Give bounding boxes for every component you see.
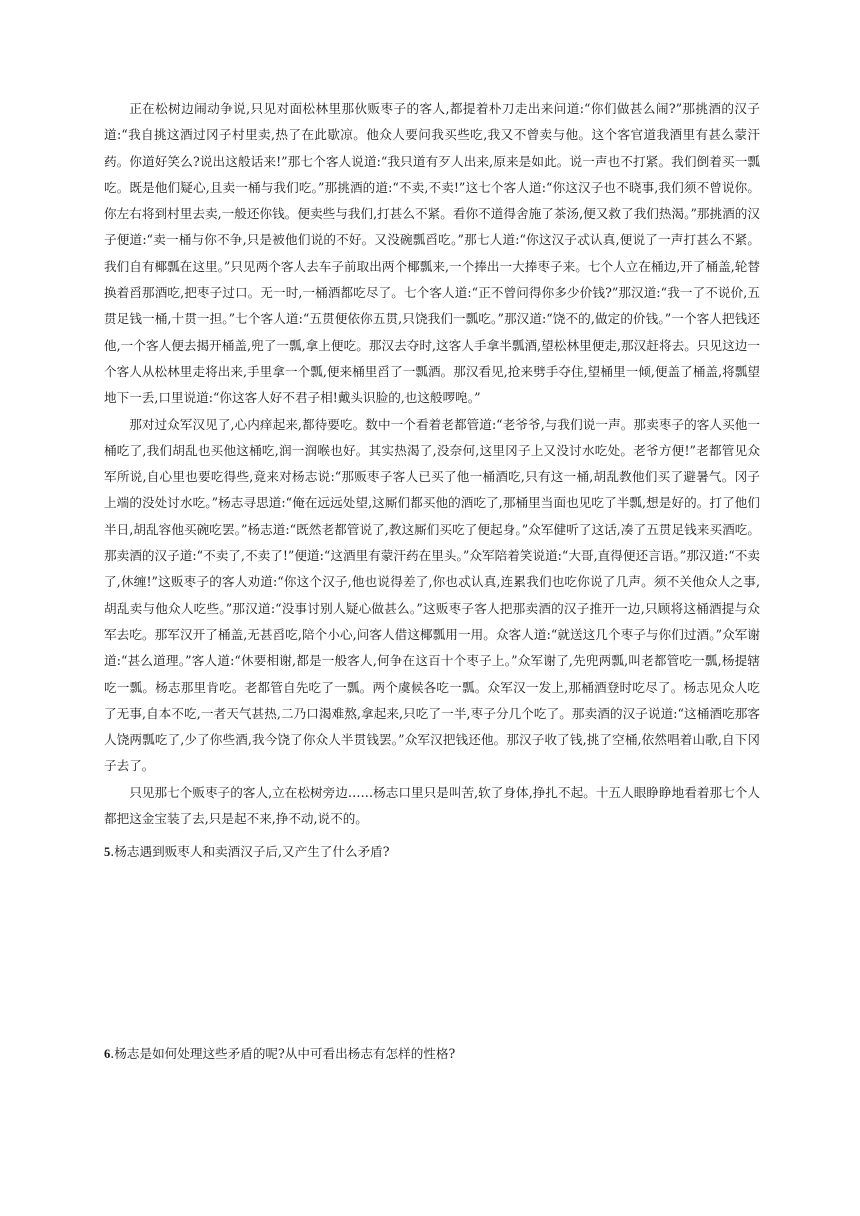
- passage-paragraph-3: 只见那七个贩枣子的客人,立在松树旁边……杨志口里只是叫苦,软了身体,挣扎不起。十五人眼睁睁地看着那七个人都把这金宝装了去,只是起不来,挣不动,说不的。: [104, 784, 760, 827]
- question-6-text: .杨志是如何处理这些矛盾的呢?从中可看出杨志有怎样的性格?: [110, 1046, 456, 1061]
- question-5-text: .杨志遇到贩枣人和卖酒汉子后,又产生了什么矛盾?: [110, 844, 390, 859]
- document-page: [104, 96, 760, 1061]
- passage: [104, 96, 760, 832]
- passage-paragraph-2: 那对过众军汉见了,心内痒起来,都待要吃。数中一个看着老都管道:“老爷爷,与我们说一声。那卖枣子的客人买他一桶吃了,我们胡乱也买他这桶吃,润一润喉也好。其实热渴了,没奈何,这里冈子上又没讨水吃处。老爷方便!”老都管见众军所说,自心里也要吃得些,竟来对杨志说:“那贩枣子客人已买了他一桶酒吃,只有这一桶,胡乱教他们买了避暑气。冈子上端的没处讨水吃。”杨志寻思道:“俺在远远处望,这厮们都买他的酒吃了,那桶里当面也见吃了半瓢,想是好的。打了他们半日,胡乱容他买碗吃罢。”杨志道:“既然老都管说了,教这厮们买吃了便起身。”众军健听了这话,凑了五贯足钱来买酒吃。那卖酒的汉子道:“不卖了,不卖了!”便道:“这酒里有蒙汗药在里头。”众军陪着笑说道:“大哥,直得便还言语。”那汉道:“不卖了,休缠!”这贩枣子的客人劝道:“你这个汉子,他也说得差了,你也忒认真,连累我们也吃你说了几声。须不关他众人之事,胡乱卖与他众人吃些。”那汉道:“没事讨别人疑心做甚么。”这贩枣子客人把那卖酒的汉子推开一边,只顾将这桶酒提与众军去吃。那军汉开了桶盖,无甚舀吃,陪个小心,问客人借这椰瓢用一用。众客人道:“就送这几个枣子与你们过酒。”众军谢道:“甚么道理。”客人道:“休要相谢,都是一般客人,何争在这百十个枣子上。”众军谢了,先兜两瓢,叫老都管吃一瓢,杨提辖吃一瓢。杨志那里肯吃。老都管自先吃了一瓢。两个虞候各吃一瓢。众军汉一发上,那桶酒登时吃尽了。杨志见众人吃了无事,自本不吃,一者天气甚热,二乃口渴难熬,拿起来,只吃了一半,枣子分几个吃了。那卖酒的汉子说道:“这桶酒吃那客人饶两瓢吃了,少了你些酒,我今饶了你众人半贯钱罢。”众军汉把钱还他。那汉子收了钱,挑了空桶,依然唱着山歌,自下冈子去了。: [104, 416, 760, 774]
- question-5: [104, 840, 390, 864]
- question-6-number: 6: [104, 1047, 111, 1061]
- question-5-number: 5: [104, 845, 111, 859]
- passage-paragraph-1: 正在松树边闹动争说,只见对面松林里那伙贩枣子的客人,都提着朴刀走出来问道:“你们做甚么闹?”那挑酒的汉子道:“我自挑这酒过冈子村里卖,热了在此歇凉。他众人要问我买些吃,我又不曾卖与他。这个客官道我酒里有甚么蒙汗药。你道好笑么?说出这般话来!”那七个客人说道:“我只道有歹人出来,原来是如此。说一声也不打紧。我们倒着买一瓢吃。既是他们疑心,且卖一桶与我们吃。”那挑酒的道:“不卖,不卖!”这七个客人道:“你这汉子也不晓事,我们须不曾说你。你左右将到村里去卖,一般还你钱。便卖些与我们,打甚么不紧。看你不道得舍施了茶汤,便又救了我们热渴。”那挑酒的汉子便道:“卖一桶与你不争,只是被他们说的不好。又没碗瓢舀吃。”那七人道:“你这汉子忒认真,便说了一声打甚么不紧。我们自有椰瓢在这里。”只见两个客人去车子前取出两个椰瓢来,一个捧出一大捧枣子来。七个人立在桶边,开了桶盖,轮替换着舀那酒吃,把枣子过口。无一时,一桶酒都吃尽了。七个客人道:“正不曾问得你多少价钱?”那汉道:“我一了不说价,五贯足钱一桶,十贯一担。”七个客人道:“五贯便依你五贯,只饶我们一瓢吃。”那汉道:“饶不的,做定的价钱。”一个客人把钱还他,一个客人便去揭开桶盖,兜了一瓢,拿上便吃。那汉去夺时,这客人手拿半瓢酒,望松林里便走,那汉赶将去。只见这边一个客人从松林里走将出来,手里拿一个瓢,便来桶里舀了一瓢酒。那汉看见,抢来劈手夺住,望桶里一倾,便盖了桶盖,将瓢望地下一丢,口里说道:“你这客人好不君子相!戴头识脸的,也这般啰唣。”: [104, 101, 760, 406]
- question-6: [104, 1042, 455, 1066]
